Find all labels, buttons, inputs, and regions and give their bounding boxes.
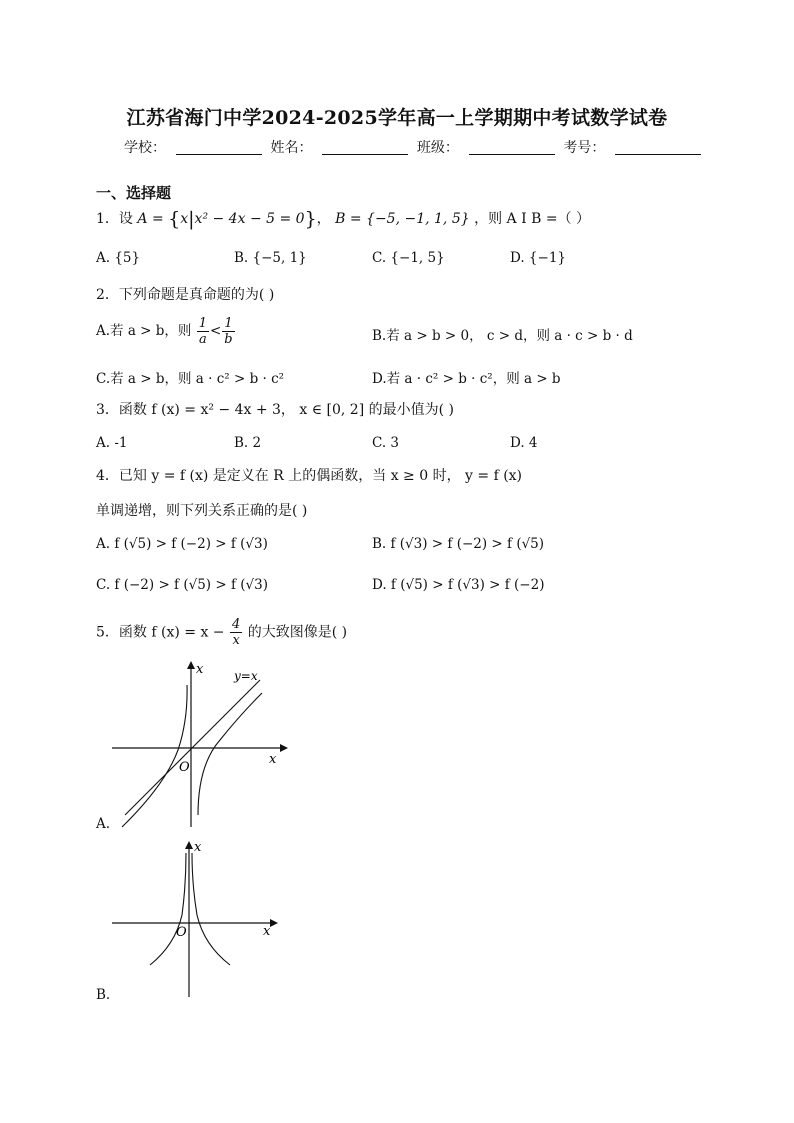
name-label: 姓名： (270, 140, 313, 156)
fig-b-x-arrow (270, 919, 278, 927)
exam-no-blank (615, 140, 701, 155)
name-blank (322, 140, 408, 155)
fig-b-y-label: x (194, 840, 202, 855)
q1-option-b: B. {−5, 1} (234, 250, 307, 266)
q5-fraction: $\frac{4}{x}$ (231, 617, 241, 648)
fig-b-x-label: x (263, 924, 271, 939)
q5-suffix: 的大致图像是( ) (247, 624, 348, 641)
question-2-stem: 2．下列命题是真命题的为( ) (96, 287, 275, 303)
q5-prefix: 5．函数 f (x) = x − (96, 624, 225, 641)
q1-set-b: B = {−5, −1, 1, 5} (335, 211, 470, 227)
q1-suffix: ，则 A I B =（ ） (474, 211, 591, 227)
fig-b-curve-right (192, 853, 230, 965)
q2-option-d: D.若 a · c² > b · c²，则 a > b (372, 371, 561, 387)
q1-option-a: A. {5} (96, 250, 141, 266)
class-blank (469, 140, 555, 155)
fig-b-y-arrow (185, 841, 193, 849)
q2-option-a-text: A.若 a > b，则 (96, 323, 192, 339)
q1-option-d: D. {−1} (510, 250, 567, 266)
student-info-row (124, 137, 705, 157)
q5-figure-a-label: A. (96, 816, 111, 832)
q3-option-d: D. 4 (510, 435, 538, 451)
q2-frac-left: $\frac{1}{a}$ (198, 316, 207, 347)
q2-option-b: B.若 a > b > 0， c > d，则 a · c > b · d (372, 328, 633, 344)
q3-option-c: C. 3 (372, 435, 400, 451)
question-4-stem-line1: 4．已知 y = f (x) 是定义在 R 上的偶函数，当 x ≥ 0 时， y = f (x) (96, 468, 523, 484)
fig-a-curve-right (198, 693, 262, 815)
q1-prefix: 1．设 (96, 211, 133, 227)
q3-option-b: B. 2 (234, 435, 262, 451)
q5-figure-b-label: B. (96, 987, 111, 1003)
fig-a-origin: O (179, 760, 190, 775)
q1-set-a-name: A (137, 211, 148, 227)
fig-a-y-label: x (196, 662, 204, 677)
q4-option-a: A. f (√5) > f (−2) > f (√3) (96, 536, 268, 552)
fig-a-x-label: x (269, 752, 277, 767)
q4-option-c: C. f (−2) > f (√5) > f (√3) (96, 577, 268, 593)
q1-option-c: C. {−1, 5} (372, 250, 445, 266)
fig-b-curve-left (150, 853, 186, 965)
question-1-stem: 1．设 A = {x|x² − 4x − 5 = 0}， B = {−5, −1, 1, 5} ，则 A I B =（ ） (96, 208, 591, 230)
q2-option-c: C.若 a > b，则 a · c² > b · c² (96, 371, 285, 387)
q4-option-b: B. f (√3) > f (−2) > f (√5) (372, 536, 545, 552)
section-heading: 一、选择题 (96, 184, 172, 202)
q1-set-a-var: x (180, 211, 189, 227)
class-label: 班级： (416, 140, 459, 156)
q3-option-a: A. -1 (96, 435, 128, 451)
fig-a-line-label: y=x (234, 669, 258, 683)
question-3-stem: 3．函数 f (x) = x² − 4x + 3， x ∈ [0, 2] 的最小值为( ) (96, 402, 454, 418)
q4-option-d: D. f (√5) > f (√3) > f (−2) (372, 577, 545, 593)
fig-a-x-arrow (280, 744, 288, 752)
page-title: 江苏省海门中学2024-2025学年高一上学期期中考试数学试卷 (126, 107, 668, 129)
fig-a-curve-left (122, 685, 187, 827)
fig-b-origin: O (176, 925, 187, 940)
q2-option-a: A.若 a > b，则 $\frac{1}{a}$ < $\frac{1}{b}$ (96, 316, 233, 347)
q2-frac-right: $\frac{1}{b}$ (224, 316, 233, 347)
q1-set-a-cond: x² − 4x − 5 = 0 (194, 211, 305, 227)
question-4-stem-line2: 单调递增，则下列关系正确的是( ) (96, 503, 308, 519)
q5-figure-a (90, 655, 300, 835)
school-blank (176, 140, 262, 155)
q5-figure-b (90, 835, 300, 1005)
fig-a-y-arrow (187, 661, 195, 669)
question-5-stem (96, 617, 347, 648)
exam-no-label: 考号： (563, 140, 606, 156)
school-label: 学校： (124, 140, 166, 156)
